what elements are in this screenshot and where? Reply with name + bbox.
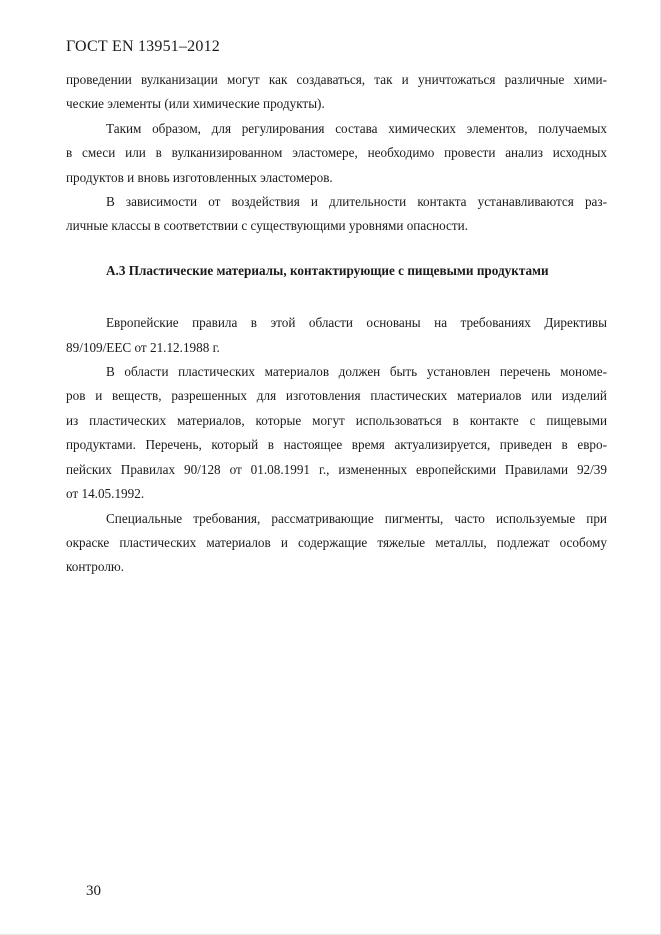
text-line: В области пластических материалов должен быть установлен перечень мономе- bbox=[106, 364, 607, 380]
document-header: ГОСТ EN 13951–2012 bbox=[66, 38, 220, 55]
text-line: Таким образом, для регулирования состава химических элементов, получаемых bbox=[106, 120, 607, 136]
text-line: Европейские правила в этой области основаны на требованиях Директивы bbox=[106, 315, 607, 331]
text-line: проведении вулканизации могут как создаваться, так и уничтожаться различные хими- bbox=[66, 72, 607, 87]
section-title: А.3 Пластические материалы, контактирующие с пищевыми продуктами bbox=[106, 262, 549, 278]
text-line: продуктов и вновь изготовленных эластомеров. bbox=[66, 169, 333, 185]
text-line: продуктами. Перечень, который в настоящее время актуализируется, приведен в евро- bbox=[66, 437, 607, 453]
text-line: от 14.05.1992. bbox=[66, 486, 145, 502]
text-line: из пластических материалов, которые могут использоваться в контакте с пищевыми bbox=[66, 412, 607, 428]
text-line: В зависимости от воздействия и длительности контакта устанавливаются раз- bbox=[106, 194, 607, 210]
text-line: личные классы в соответствии с существующими уровнями опасности. bbox=[66, 218, 469, 234]
paragraph bbox=[66, 360, 607, 506]
text-line: в смеси или в вулканизированном эластомере, необходимо провести анализ исходных bbox=[66, 145, 607, 161]
paragraph bbox=[66, 117, 607, 190]
paragraph bbox=[66, 68, 607, 117]
text-line: пейских Правилах 90/128 от 01.08.1991 г., измененных европейскими Правилами 92/39 bbox=[66, 461, 607, 477]
text-line: ров и веществ, разрешенных для изготовления пластических материалов или изделий bbox=[66, 388, 607, 404]
bottom-paragraphs bbox=[66, 311, 607, 579]
paragraph bbox=[66, 190, 607, 239]
document-body bbox=[66, 68, 607, 580]
text-line: контролю. bbox=[66, 559, 125, 575]
page-number: 30 bbox=[86, 883, 101, 899]
text-line: ческие элементы (или химические продукты). bbox=[66, 96, 325, 112]
top-paragraphs bbox=[66, 68, 607, 239]
text-line: окраске пластических материалов и содержащие тяжелые металлы, подлежат особому bbox=[66, 534, 607, 550]
paragraph bbox=[66, 311, 607, 360]
text-line: 89/109/EEC от 21.12.1988 г. bbox=[66, 339, 220, 355]
text-line: Специальные требования, рассматривающие пигменты, часто используемые при bbox=[106, 510, 607, 526]
paragraph bbox=[66, 507, 607, 580]
